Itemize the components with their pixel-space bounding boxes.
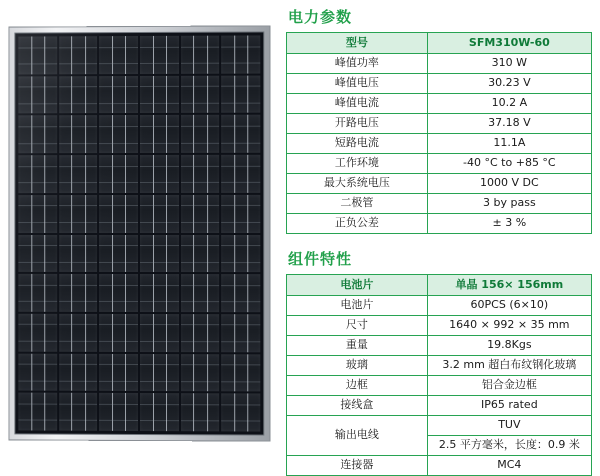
solar-cell (18, 234, 56, 272)
solar-cell (140, 36, 179, 74)
solar-cell (140, 235, 179, 273)
row-value: IP65 rated (427, 396, 591, 416)
section-title-electrical: 电力参数 (288, 8, 353, 26)
row-value: 11.1A (427, 134, 591, 154)
row-key: 短路电流 (287, 134, 428, 154)
table-row (287, 356, 592, 376)
solar-cell (99, 314, 138, 352)
row-value: 30.23 V (427, 74, 591, 94)
row-value: 1000 V DC (427, 174, 591, 194)
row-key: 重量 (287, 336, 428, 356)
row-value: ± 3 % (427, 214, 591, 234)
solar-cell (99, 274, 138, 312)
solar-cell (99, 36, 138, 74)
row-key: 玻璃 (287, 356, 428, 376)
table-row (287, 376, 592, 396)
row-key: 开路电压 (287, 114, 428, 134)
solar-cell (59, 274, 98, 312)
module-characteristics-table (286, 274, 592, 476)
table-row (287, 114, 592, 134)
solar-cell (181, 36, 220, 74)
solar-cell (59, 195, 98, 233)
solar-cell (181, 155, 220, 193)
row-key: 电池片 (287, 296, 428, 316)
row-value: 37.18 V (427, 114, 591, 134)
solar-cell (181, 75, 220, 113)
panel-laminate (14, 31, 264, 435)
solar-cell (18, 314, 56, 352)
table-row (287, 74, 592, 94)
solar-cell (59, 353, 98, 391)
solar-cell (18, 274, 56, 312)
row-value: 铝合金边框 (427, 376, 591, 396)
table-row (287, 154, 592, 174)
solar-cell (221, 235, 260, 273)
panel-aluminium-frame (8, 25, 270, 441)
specifications-column (286, 6, 592, 476)
solar-cell (140, 314, 179, 352)
solar-cell (221, 394, 260, 432)
solar-cell (140, 76, 179, 114)
solar-cell (140, 115, 179, 153)
solar-cell (181, 314, 220, 352)
solar-cell (18, 353, 56, 391)
solar-cell (99, 195, 138, 233)
table-row (287, 296, 592, 316)
solar-cell (221, 115, 260, 153)
table-row (287, 214, 592, 234)
row-key: 尺寸 (287, 316, 428, 336)
row-value: 3.2 mm 超白布纹钢化玻璃 (427, 356, 591, 376)
solar-cell (59, 116, 98, 154)
solar-cell (221, 155, 260, 193)
table-row (287, 54, 592, 74)
row-key: 最大系统电压 (287, 174, 428, 194)
solar-cell (59, 393, 98, 431)
table-row (287, 174, 592, 194)
solar-cell (18, 76, 56, 114)
solar-cell (140, 274, 179, 312)
row-value-secondary: 2.5 平方毫米，长度：0.9 米 (427, 436, 591, 456)
row-key: 峰值电压 (287, 74, 428, 94)
solar-cell (99, 234, 138, 272)
row-value: 3 by pass (427, 194, 591, 214)
row-key: 输出电线 (287, 416, 428, 456)
row-value: TUV (427, 416, 591, 436)
table-header-row (287, 275, 592, 296)
row-key: 峰值电流 (287, 94, 428, 114)
solar-cell (99, 393, 138, 431)
row-value: MC4 (427, 456, 591, 476)
row-key: 二极管 (287, 194, 428, 214)
solar-cell (99, 155, 138, 193)
row-value: 1640 × 992 × 35 mm (427, 316, 591, 336)
solar-cell (181, 235, 220, 273)
solar-cell (181, 354, 220, 392)
table-row (287, 316, 592, 336)
table-row (287, 336, 592, 356)
row-key: 连接器 (287, 456, 428, 476)
solar-cell (221, 195, 260, 233)
solar-cell (140, 155, 179, 193)
solar-cell (181, 115, 220, 153)
row-value: -40 °C to +85 °C (427, 154, 591, 174)
row-key: 峰值功率 (287, 54, 428, 74)
solar-cell (221, 274, 260, 312)
solar-cell-grid (18, 35, 260, 431)
solar-cell (181, 195, 220, 233)
table-row (287, 94, 592, 114)
table-row (287, 456, 592, 476)
solar-cell (18, 393, 56, 431)
table-header-row (287, 33, 592, 54)
table-row (287, 134, 592, 154)
solar-cell (99, 115, 138, 153)
table-row (287, 396, 592, 416)
section-title-module: 组件特性 (288, 250, 353, 268)
row-key: 边框 (287, 376, 428, 396)
solar-cell (59, 76, 98, 114)
solar-cell (181, 393, 220, 431)
solar-cell (99, 76, 138, 114)
solar-cell (18, 36, 56, 74)
row-value: 60PCS (6×10) (427, 296, 591, 316)
solar-cell (59, 234, 98, 272)
header-value: 单晶 156× 156mm (427, 275, 591, 296)
header-value: SFM310W-60 (427, 33, 591, 54)
solar-cell (99, 353, 138, 391)
solar-cell (140, 393, 179, 431)
row-key: 正负公差 (287, 214, 428, 234)
solar-cell (221, 75, 260, 113)
solar-cell (221, 354, 260, 392)
solar-cell (59, 155, 98, 193)
row-value: 10.2 A (427, 94, 591, 114)
row-key: 工作环境 (287, 154, 428, 174)
solar-cell (181, 274, 220, 312)
row-value: 310 W (427, 54, 591, 74)
table-row (287, 194, 592, 214)
solar-cell (221, 35, 260, 73)
table-row-output-wire (287, 416, 592, 436)
solar-cell (59, 314, 98, 352)
solar-cell (18, 116, 56, 154)
row-value: 19.8Kgs (427, 336, 591, 356)
solar-panel-image (8, 26, 270, 441)
solar-cell (140, 354, 179, 392)
electrical-parameters-table (286, 32, 592, 234)
solar-cell (140, 195, 179, 233)
header-key: 电池片 (287, 275, 428, 296)
solar-cell (18, 195, 56, 233)
solar-cell (18, 155, 56, 193)
solar-cell (59, 36, 98, 74)
header-key: 型号 (287, 33, 428, 54)
row-key: 接线盒 (287, 396, 428, 416)
solar-cell (221, 314, 260, 352)
